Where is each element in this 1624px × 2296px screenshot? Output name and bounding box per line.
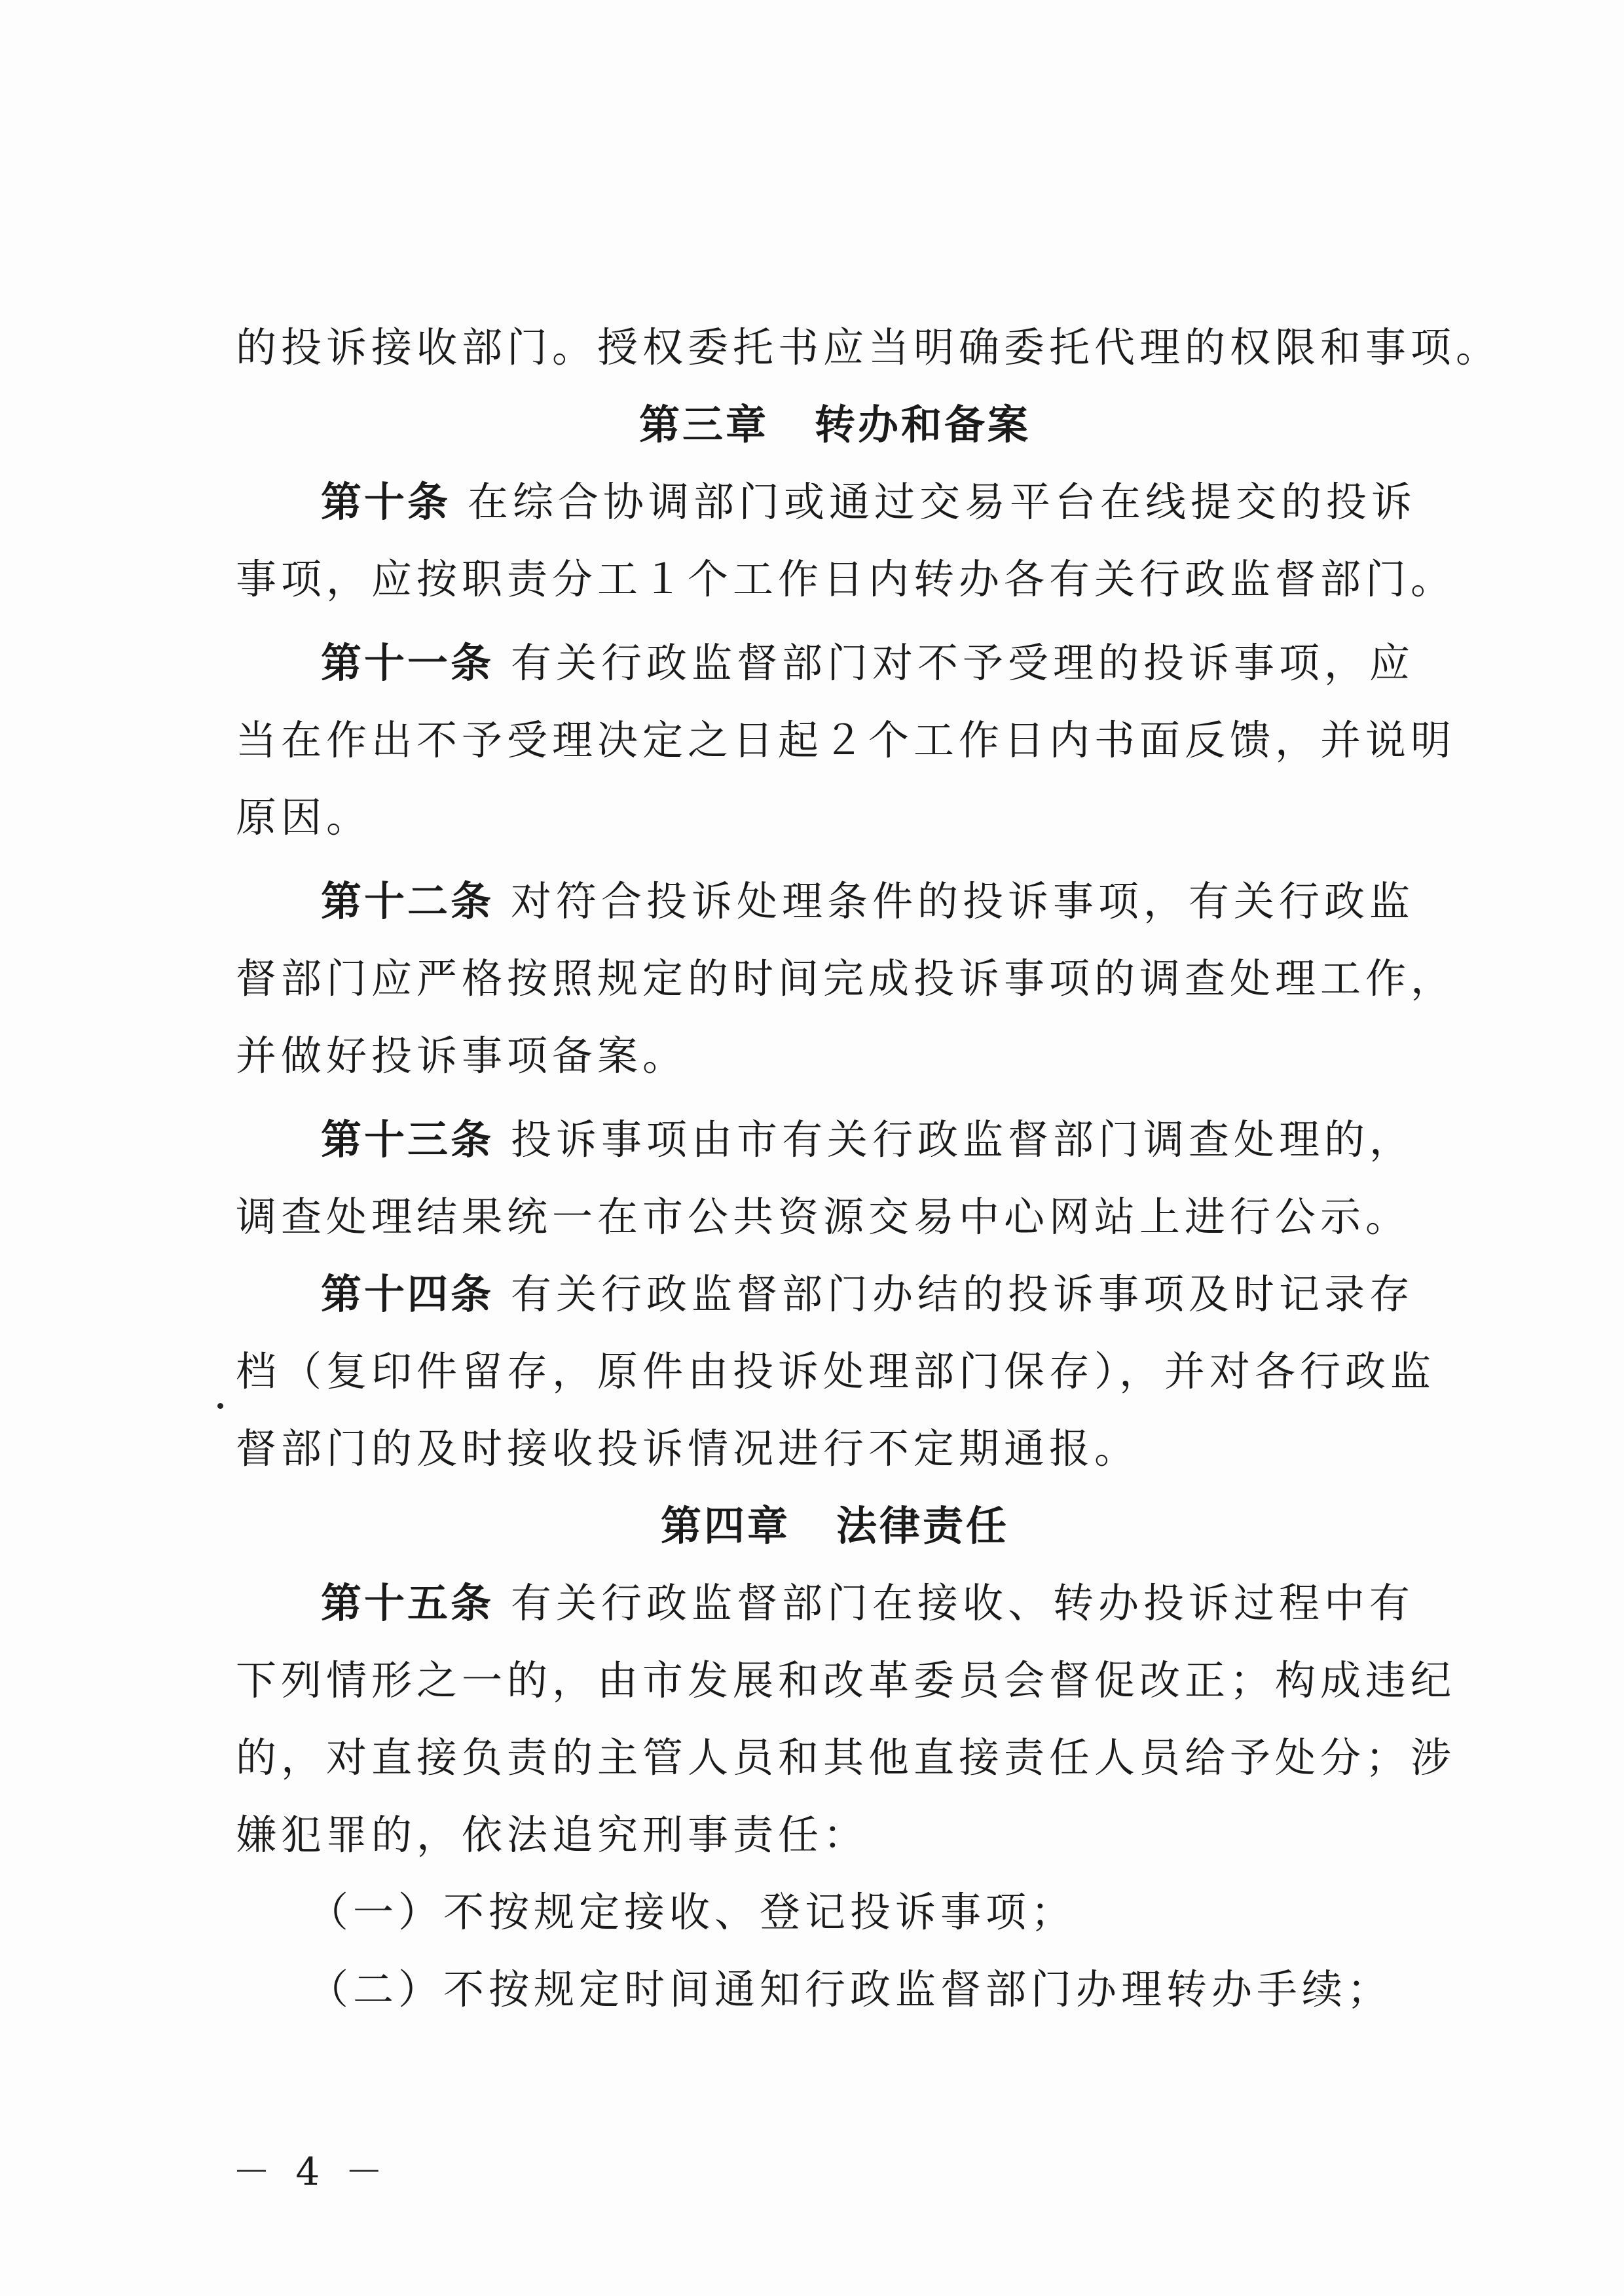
article-text: 督部门的及时接收投诉情况进行不定期通报。 bbox=[236, 1425, 1140, 1472]
article-text: 调查处理结果统一在市公共资源交易中心网站上进行公示。 bbox=[236, 1193, 1411, 1241]
chapter-number: 第四章 bbox=[660, 1502, 790, 1550]
article-10 bbox=[236, 464, 1456, 618]
article-text: 嫌犯罪的，依法追究刑事责任： bbox=[236, 1811, 869, 1859]
article-label: 第十一条 bbox=[321, 639, 494, 687]
article-15 bbox=[236, 1565, 1456, 1874]
article-text: 当在作出不予受理决定之日起２个工作日内书面反馈，并说明 bbox=[236, 716, 1456, 764]
page-number: － 4 － bbox=[232, 2149, 390, 2194]
list-item: （一）不按规定接收、登记投诉事项； bbox=[308, 1888, 1077, 1936]
chapter-number: 第三章 bbox=[638, 401, 769, 448]
article-12 bbox=[236, 863, 1456, 1095]
article-text: 下列情形之一的，由市发展和改革委员会督促改正；构成违纪 bbox=[236, 1656, 1456, 1704]
article-text: 督部门应严格按照规定的时间完成投诉事项的调查处理工作， bbox=[236, 955, 1456, 1002]
article-text: 档（复印件留存，原件由投诉处理部门保存），并对各行政监 bbox=[236, 1347, 1436, 1395]
article-label: 第十五条 bbox=[321, 1579, 494, 1627]
article-13 bbox=[236, 1101, 1415, 1256]
list-item: （二）不按规定时间通知行政监督部门办理转办手续； bbox=[308, 1965, 1393, 2013]
article-text: 事项，应按职责分工１个工作日内转办各有关行政监督部门。 bbox=[236, 555, 1456, 603]
article-text: 有关行政监督部门在接收、转办投诉过程中有 bbox=[511, 1579, 1415, 1627]
article-label: 第十四条 bbox=[321, 1270, 494, 1318]
article-text: 的，对直接负责的主管人员和其他直接责任人员给予处分；涉 bbox=[236, 1734, 1456, 1781]
article-label: 第十二条 bbox=[321, 877, 494, 925]
article-text: 原因。 bbox=[236, 793, 372, 841]
article-text: 并做好投诉事项备案。 bbox=[236, 1032, 688, 1080]
article-label: 第十三条 bbox=[321, 1116, 494, 1163]
article-text: 投诉事项由市有关行政监督部门调查处理的， bbox=[511, 1116, 1415, 1163]
article-text: 在综合协调部门或通过交易平台在线提交的投诉 bbox=[468, 478, 1417, 526]
document-body bbox=[236, 309, 1502, 2028]
article-14 bbox=[236, 1256, 1436, 1487]
chapter-title: 转办和备案 bbox=[815, 401, 1031, 448]
chapter-title: 法律责任 bbox=[836, 1502, 1010, 1550]
scan-speck bbox=[217, 1403, 223, 1409]
article-11 bbox=[236, 625, 1456, 856]
chapter-heading-4 bbox=[236, 1487, 1408, 1565]
article-text: 对符合投诉处理条件的投诉事项，有关行政监 bbox=[511, 877, 1415, 925]
article-text: 有关行政监督部门办结的投诉事项及时记录存 bbox=[511, 1270, 1415, 1318]
article-label: 第十条 bbox=[321, 478, 451, 526]
chapter-heading-3 bbox=[236, 386, 1408, 464]
article-text: 有关行政监督部门对不予受理的投诉事项，应 bbox=[511, 639, 1415, 687]
paragraph-line: 的投诉接收部门。授权委托书应当明确委托代理的权限和事项。 bbox=[236, 323, 1502, 371]
